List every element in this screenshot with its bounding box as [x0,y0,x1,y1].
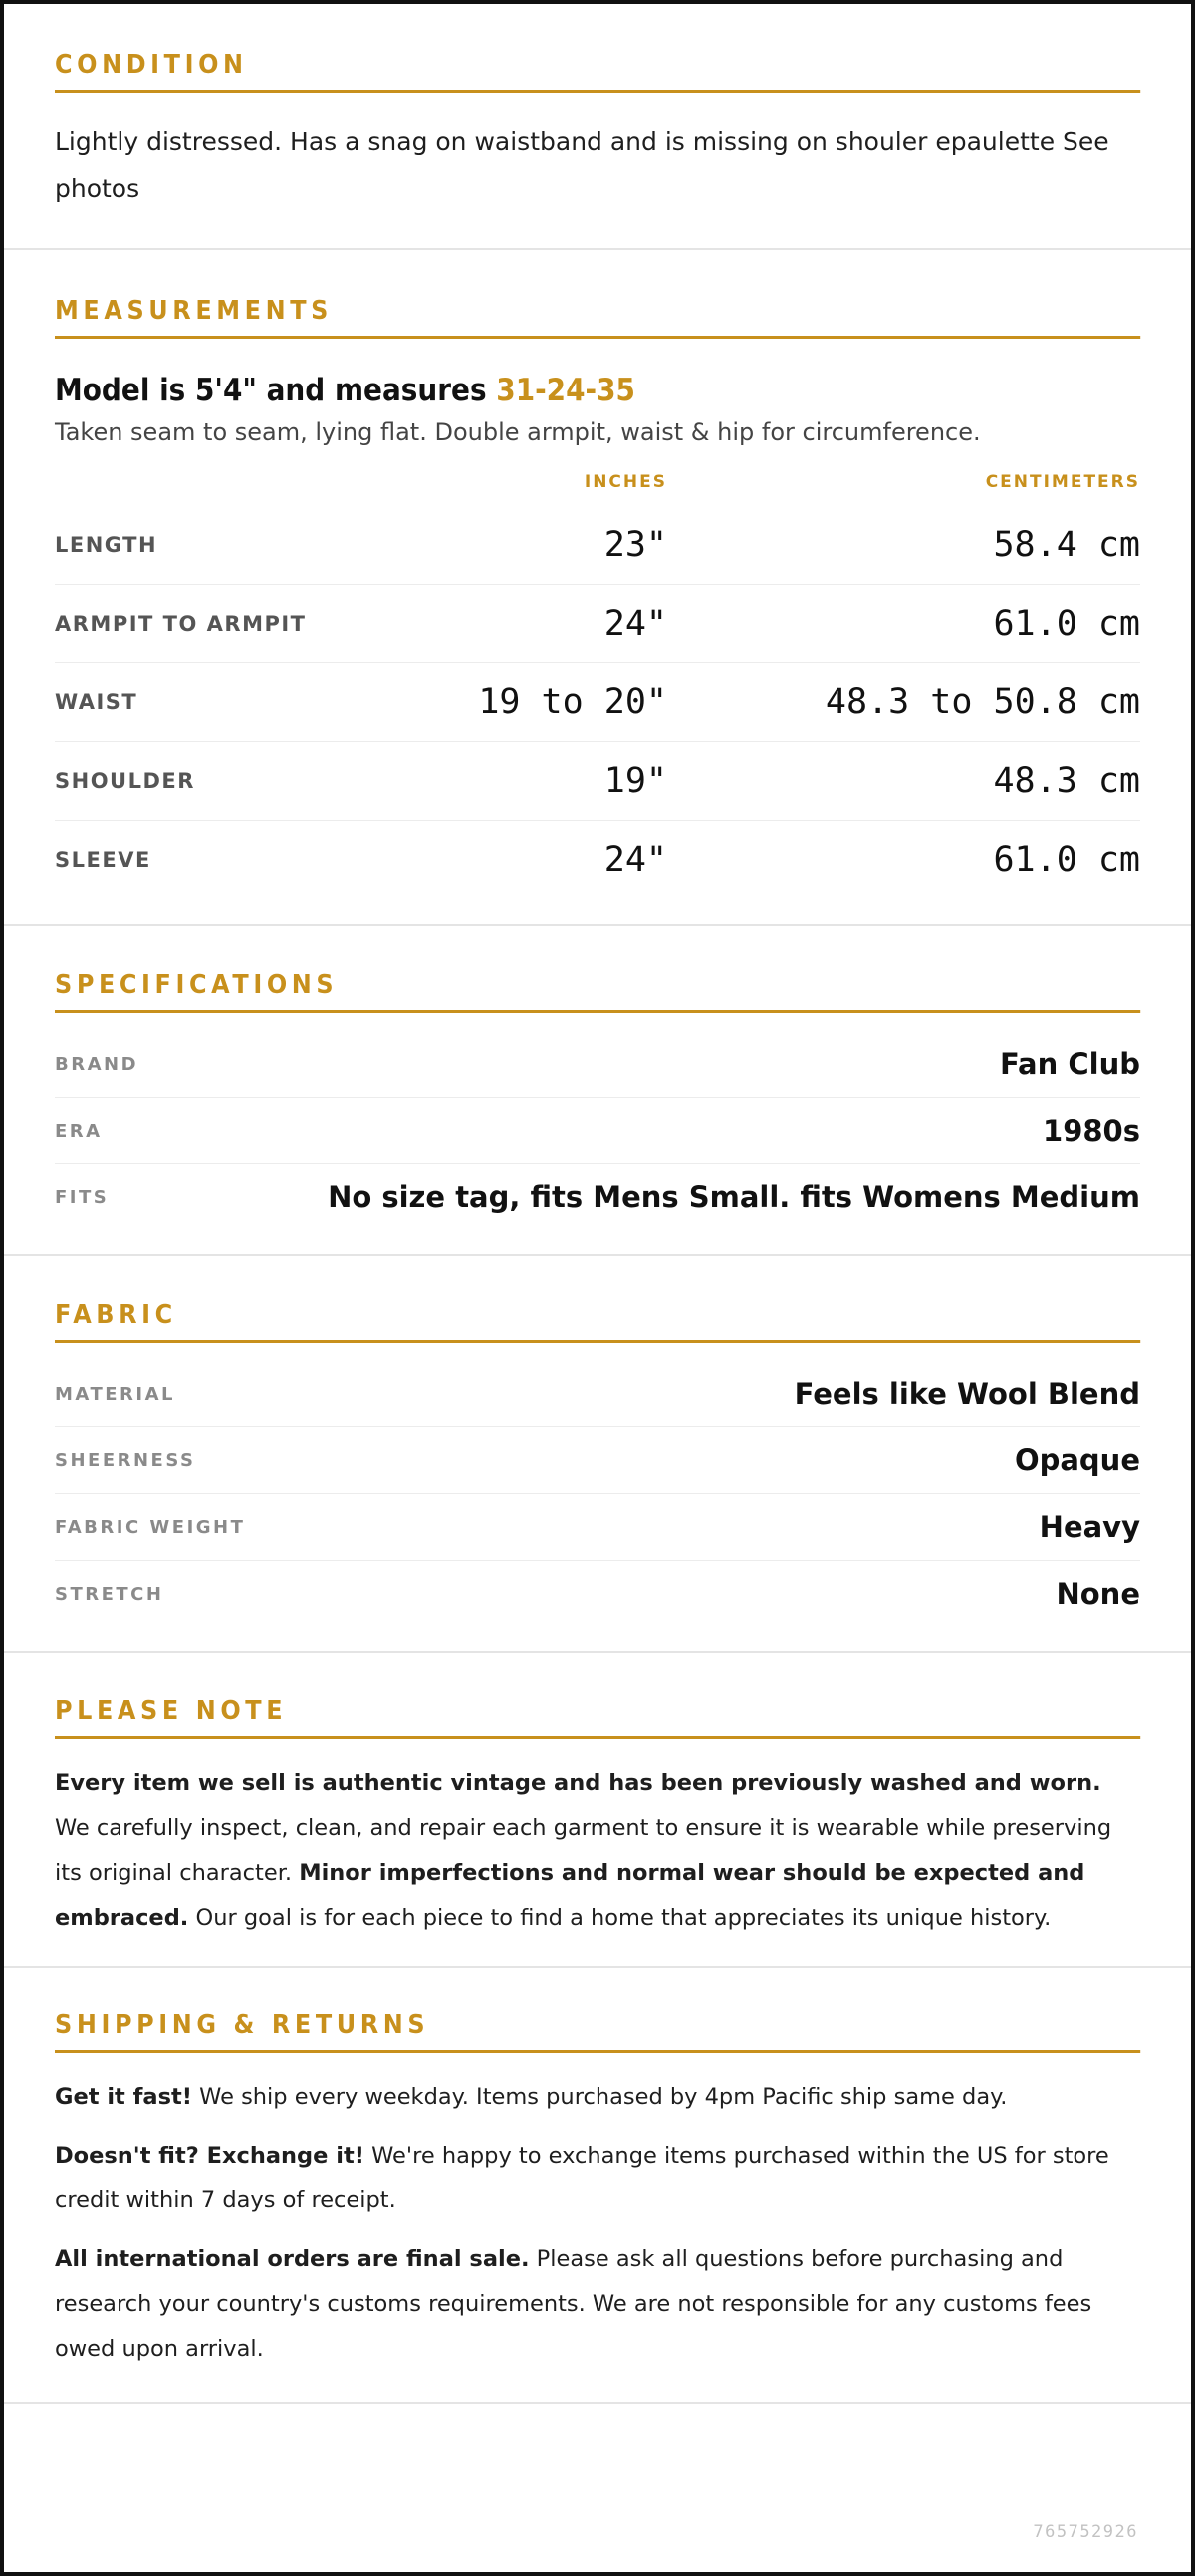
measurement-inches: 23" [603,525,667,565]
fabric-value: Heavy [440,1494,1140,1561]
shipping-bold-1: Get it fast! [55,2084,192,2110]
shipping-text-3: Please ask all questions before purchasing and research your country's customs requirements. We are not responsible for any customs fees owed upon arrival. [55,2246,1092,2362]
fabric-table [55,1361,1140,1627]
spec-label: BRAND [55,1053,139,1075]
measurements-subtitle: Taken seam to seam, lying flat. Double armpit, waist & hip for circumference. [55,418,981,446]
measurement-inches: 24" [383,585,667,663]
fabric-label: SHEERNESS [55,1427,440,1494]
measurement-row [55,585,1140,663]
condition-text: Lightly distressed. Has a snag on waistband and is missing on shouler epaulette See photos [55,128,1109,203]
fabric-label: MATERIAL [55,1383,175,1405]
shipping-text-1: We ship every weekday. Items purchased by 4pm Pacific ship same day. [192,2084,1008,2110]
specifications-section [4,926,1191,1256]
measurements-label-header [55,472,383,506]
measurements-header-row [55,472,1140,506]
measurement-label: SLEEVE [55,821,383,900]
measurements-table [55,472,1140,899]
measurement-cm: 48.3 to 50.8 cm [667,663,1140,742]
fabric-value: Feels like Wool Blend [794,1377,1140,1411]
centimeters-column-header: CENTIMETERS [985,472,1140,492]
footer [4,2498,1191,2572]
measurement-inches: 19" [383,742,667,821]
fabric-row [55,1494,1140,1561]
fabric-label: STRETCH [55,1561,440,1628]
shipping-returns-title: SHIPPING & RETURNS [55,2010,1140,2053]
shipping-paragraph [55,2075,1140,2120]
shipping-text-2: We're happy to exchange items purchased within the US for store credit within 7 days of receipt. [55,2143,1109,2213]
measurement-cm: 48.3 cm [667,742,1140,821]
condition-section [4,4,1191,250]
measurement-cm: 61.0 cm [667,585,1140,663]
spec-label: ERA [55,1098,156,1164]
measurement-label: SHOULDER [55,742,383,821]
spec-value: Fan Club [999,1047,1140,1081]
fabric-row [55,1561,1140,1628]
measurements-section [4,250,1191,926]
note-text-1: We carefully inspect, clean, and repair each garment to ensure it is wearable while preserving its original character. [55,1815,1112,1886]
measurement-label: ARMPIT TO ARMPIT [55,585,383,663]
measurement-inches: 24" [383,821,667,900]
specifications-title: SPECIFICATIONS [55,970,1140,1013]
fabric-value: Opaque [440,1427,1140,1494]
spec-row [55,1031,1140,1098]
please-note-title: PLEASE NOTE [55,1696,1140,1739]
exchange-paragraph [55,2134,1140,2223]
spec-value: No size tag, fits Mens Small. fits Womens Medium [156,1164,1140,1231]
inches-column-header: INCHES [584,472,667,492]
measurement-label: LENGTH [55,533,158,557]
spec-value: 1980s [156,1098,1140,1164]
spec-row [55,1098,1140,1164]
condition-title: CONDITION [55,50,1140,93]
fabric-label: FABRIC WEIGHT [55,1494,440,1561]
please-note-section [4,1653,1191,1968]
headline-measurements-value: 31-24-35 [496,373,635,408]
measurement-row [55,663,1140,742]
fabric-row [55,1427,1140,1494]
fabric-section [4,1256,1191,1653]
model-measurements-headline [55,373,1032,408]
spec-label: FITS [55,1164,156,1231]
headline-prefix: Model is 5'4" and measures [55,373,497,408]
measurement-row [55,821,1140,900]
shipping-bold-2: Doesn't fit? Exchange it! [55,2143,364,2169]
measurement-cm: 61.0 cm [667,821,1140,900]
measurement-row [55,506,1140,585]
measurement-label: WAIST [55,663,383,742]
product-id: 765752926 [1033,2522,1138,2542]
fabric-value: None [440,1561,1140,1628]
measurement-row [55,742,1140,821]
measurement-cm: 58.4 cm [993,525,1140,565]
spec-row [55,1164,1140,1231]
fabric-row [55,1361,1140,1427]
note-text-2: Our goal is for each piece to find a home that appreciates its unique history. [188,1905,1052,1931]
measurements-title: MEASUREMENTS [55,296,1140,339]
fabric-title: FABRIC [55,1300,1140,1343]
note-bold-2: Minor imperfections and normal wear should be expected and embraced. [55,1860,1085,1931]
please-note-text [55,1761,1140,1940]
international-paragraph [55,2237,1140,2372]
specifications-table [55,1031,1140,1230]
measurement-inches: 19 to 20" [383,663,667,742]
note-bold-1: Every item we sell is authentic vintage and has been previously washed and worn. [55,1770,1101,1796]
shipping-bold-3: All international orders are final sale. [55,2246,530,2272]
shipping-returns-section [4,1968,1191,2404]
